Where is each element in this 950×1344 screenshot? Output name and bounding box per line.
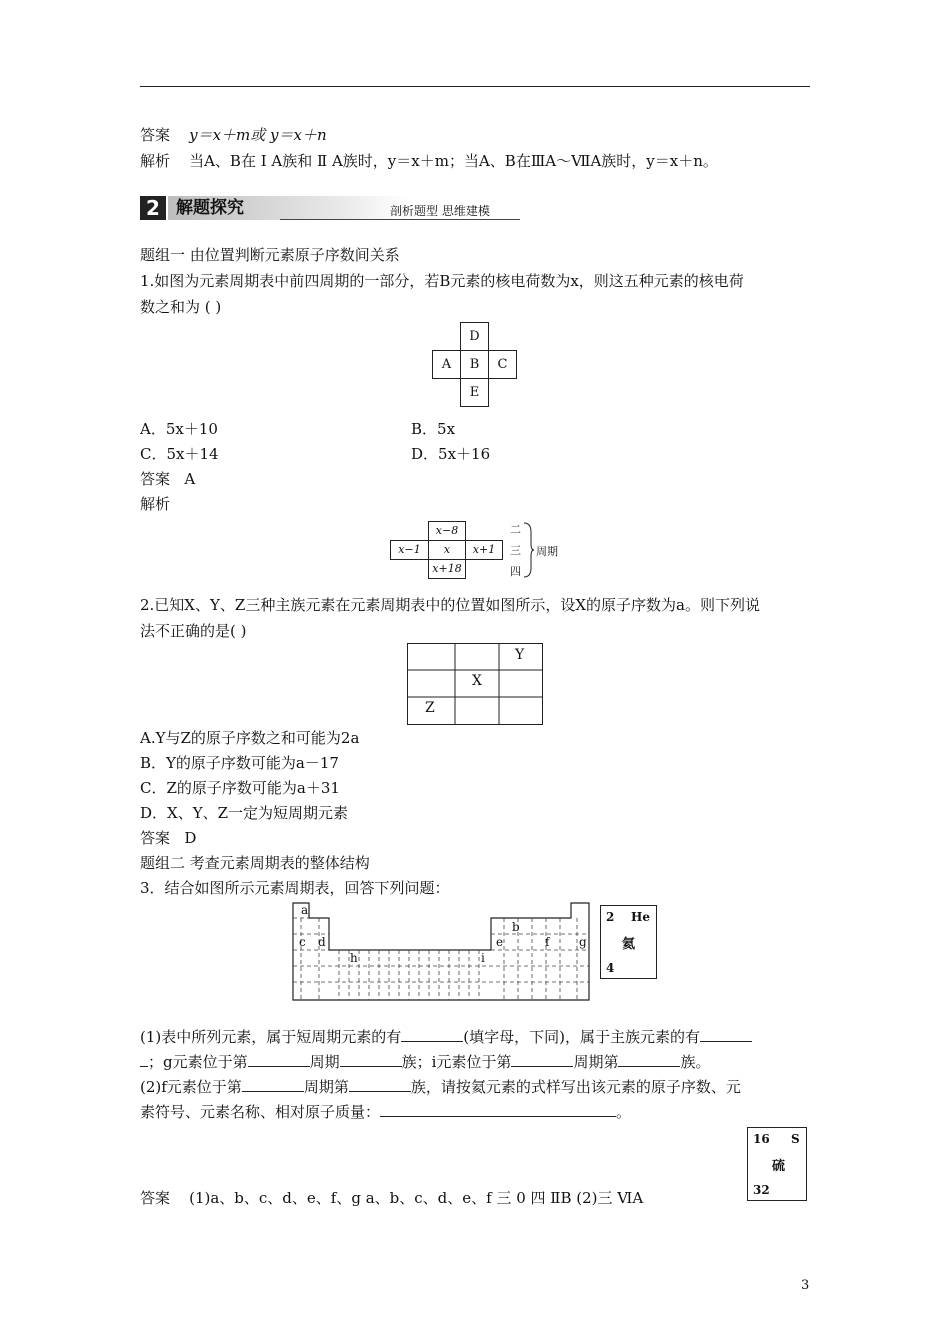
text: 素符号、元素名称、相对原子质量： [140, 1103, 381, 1121]
cell-x-minus-8: x−8 [428, 521, 466, 541]
answer-label: 答案 [140, 126, 171, 144]
section-title: 解题探究 [168, 196, 408, 220]
s-number: 16 [753, 1132, 770, 1146]
cell-x: X [472, 673, 482, 689]
page-number: 3 [801, 1278, 810, 1293]
answer-label: 答案 [140, 829, 171, 847]
s-name: 硫 [772, 1159, 786, 1174]
cell-z: Z [425, 700, 435, 716]
brace-icon [523, 522, 535, 578]
letter-g: g [579, 935, 587, 949]
cell-x: x [428, 540, 466, 560]
blank-9[interactable] [380, 1116, 616, 1117]
blank-5[interactable] [511, 1066, 573, 1067]
cell-c: C [488, 350, 517, 379]
q3-part1-line2 [140, 1051, 710, 1072]
cell-e: E [460, 378, 489, 407]
cell-x-plus-1: x+1 [465, 540, 503, 560]
periodic-table-outline [292, 902, 592, 1002]
section-rule [280, 219, 520, 220]
q3-answer [140, 1187, 643, 1208]
section-number: 2 [140, 196, 166, 220]
text: 族。 [680, 1053, 711, 1071]
q2-answer [140, 827, 196, 848]
group2-title: 题组二 考查元素周期表的整体结构 [140, 854, 370, 872]
q1-option-c: C．5x＋14 [140, 445, 219, 463]
text: 族，请按氦元素的式样写出该元素的原子序数、元 [410, 1078, 741, 1096]
q2-option-b: B．Y的原子序数可能为a－17 [140, 754, 339, 772]
text: (1)表中所列元素，属于短周期元素的有 [140, 1028, 402, 1046]
letter-a: a [301, 903, 309, 917]
section-subtitle: 剖析题型 思维建模 [390, 204, 490, 218]
group1-title: 题组一 由位置判断元素原子序数间关系 [140, 246, 400, 264]
q1-stem-line1: 1.如图为元素周期表中前四周期的一部分，若B元素的核电荷数为x，则这五种元素的核电荷 [140, 272, 744, 290]
cell-x-minus-1: x−1 [390, 540, 429, 560]
letter-c: c [299, 935, 306, 949]
letter-d: d [318, 935, 326, 949]
answer-text: y＝x＋m或 y＝x＋n [189, 126, 327, 144]
blank-2b[interactable] [140, 1066, 148, 1067]
text: (2)f元素位于第 [140, 1078, 242, 1096]
cell-b: B [460, 350, 489, 379]
q2-stem-line1: 2.已知X、Y、Z三种主族元素在元素周期表中的位置如图所示，设X的原子序数为a。则下列说 [140, 596, 760, 614]
q2-option-d: D．X、Y、Z一定为短周期元素 [140, 804, 349, 822]
q2-option-a: A.Y与Z的原子序数之和可能为2a [140, 729, 360, 747]
blank-8[interactable] [349, 1091, 411, 1092]
blank-4[interactable] [340, 1066, 402, 1067]
header-rule [140, 86, 810, 87]
letter-h: h [350, 951, 358, 965]
top-answer [140, 124, 327, 145]
blank-3[interactable] [248, 1066, 310, 1067]
q1-option-b: B．5x [411, 420, 456, 438]
q3-part2-line1 [140, 1076, 741, 1097]
helium-card [600, 905, 657, 979]
analysis-label: 解析 [140, 152, 171, 170]
top-analysis [140, 150, 718, 171]
letter-i: i [481, 951, 485, 965]
text: 周期 [309, 1053, 340, 1071]
he-number: 2 [606, 910, 615, 924]
answer-label: 答案 [140, 470, 171, 488]
blank-2[interactable] [700, 1041, 752, 1042]
sulfur-card [747, 1127, 807, 1201]
text: (填字母，下同)，属于主族元素的有 [463, 1028, 700, 1046]
q1-analysis-label: 解析 [140, 495, 171, 513]
q1-stem-line2: 数之和为 ( ) [140, 298, 222, 316]
letter-f: f [545, 935, 550, 949]
q1-option-a: A．5x＋10 [140, 420, 218, 438]
q1-answer [140, 468, 195, 489]
cell-y: Y [515, 647, 525, 663]
he-name: 氦 [622, 937, 636, 952]
he-symbol: He [631, 910, 650, 924]
period-label-4: 四 [510, 565, 521, 578]
q3-stem: 3．结合如图所示元素周期表，回答下列问题： [140, 879, 450, 897]
letter-b: b [512, 920, 520, 934]
q1-option-d: D．5x＋16 [411, 445, 491, 463]
text: 周期第 [573, 1053, 619, 1071]
period-label-2: 二 [510, 523, 521, 536]
blank-1[interactable] [401, 1041, 463, 1042]
q2-option-c: C．Z的原子序数可能为a＋31 [140, 779, 340, 797]
he-mass: 4 [606, 961, 615, 975]
period-caption: 周期 [536, 545, 558, 558]
blank-7[interactable] [242, 1091, 304, 1092]
text: 。 [616, 1103, 632, 1121]
q3-part2-line2 [140, 1101, 631, 1122]
analysis-text: 当A、B在 Ⅰ A族和 Ⅱ A族时，y＝x＋m；当A、B在ⅢA～ⅦA族时，y＝x＋n。 [189, 152, 718, 170]
cell-x-plus-18: x+18 [428, 559, 466, 579]
s-mass: 32 [753, 1183, 770, 1197]
period-label-3: 三 [510, 544, 521, 557]
answer-value: (1)a、b、c、d、e、f、g a、b、c、d、e、f 三 0 四 ⅡB (2)三 ⅥA [189, 1189, 644, 1207]
text: 周期第 [303, 1078, 349, 1096]
blank-6[interactable] [618, 1066, 680, 1067]
answer-value: D [184, 829, 197, 847]
q2-stem-line2: 法不正确的是( ) [140, 622, 247, 640]
answer-value: A [184, 470, 196, 488]
section-banner [140, 196, 520, 220]
answer-label: 答案 [140, 1189, 171, 1207]
cell-a: A [432, 350, 461, 379]
text: ；g元素位于第 [148, 1053, 248, 1071]
text: 族；i元素位于第 [401, 1053, 512, 1071]
s-symbol: S [791, 1132, 800, 1146]
q3-part1-line1 [140, 1026, 752, 1047]
letter-e: e [496, 935, 504, 949]
cell-d: D [460, 322, 489, 351]
